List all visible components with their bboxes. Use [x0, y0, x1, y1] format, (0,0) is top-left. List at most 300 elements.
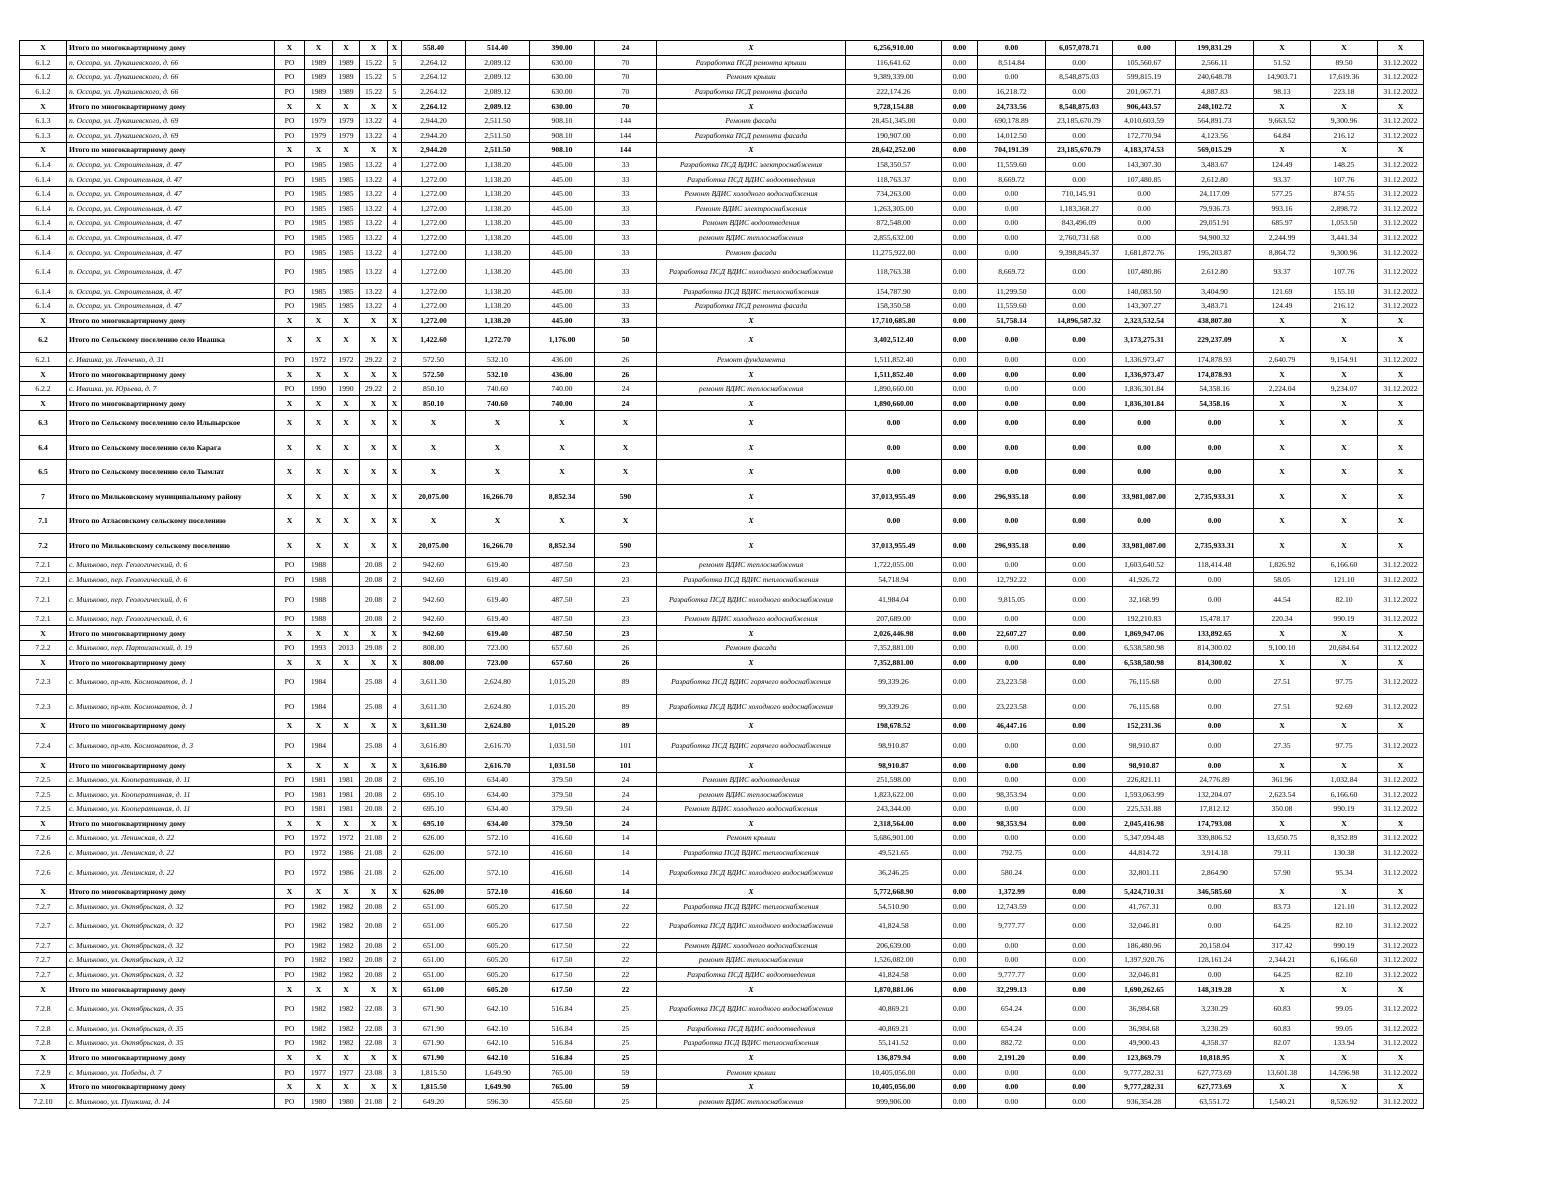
owner-funds-cell: 0.00: [1176, 719, 1254, 734]
residential-area-cell: 908.10: [530, 113, 595, 128]
total-cost-cell: 36,246.25: [846, 860, 942, 885]
owner-funds-cell: 3,483.71: [1176, 299, 1254, 314]
regional-funds-cell: 0.00: [978, 328, 1046, 353]
regional-funds-cell: 98,353.94: [978, 787, 1046, 802]
total-cost-cell: 9,389,339.00: [846, 70, 942, 85]
total-area-cell: 2,264.12: [402, 84, 466, 99]
owner-type-cell: РО: [275, 953, 305, 968]
unit-cost-cell: 220.34: [1254, 611, 1311, 626]
row-number: 7.2.4: [20, 733, 67, 758]
work-type-cell: Ремонт ВДИС водоотведения: [657, 216, 846, 231]
owner-funds-cell: 339,806.52: [1176, 831, 1254, 846]
owner-type-cell: X: [275, 533, 305, 558]
wear-percent-cell: X: [360, 626, 388, 641]
total-area-cell: 695.10: [402, 802, 466, 817]
total-cost-cell: 1,526,082.00: [846, 953, 942, 968]
federal-funds-cell: 0.00: [942, 352, 978, 367]
limit-cost-cell: 89.50: [1311, 55, 1378, 70]
address-cell: Итого по многоквартирному дому: [67, 719, 275, 734]
federal-funds-cell: 0.00: [942, 230, 978, 245]
total-area-cell: 626.00: [402, 831, 466, 846]
total-cost-cell: 190,907.00: [846, 128, 942, 143]
work-type-cell: ремонт ВДИС теплоснабжения: [657, 230, 846, 245]
work-type-cell: ремонт ВДИС теплоснабжения: [657, 558, 846, 573]
unit-cost-cell: 9,100.10: [1254, 640, 1311, 655]
wear-percent-cell: 13.22: [360, 201, 388, 216]
federal-funds-cell: 0.00: [942, 396, 978, 411]
deadline-cell: 31.12.2022: [1378, 352, 1424, 367]
row-number: 7.2.5: [20, 787, 67, 802]
unit-cost-cell: 1,540.21: [1254, 1094, 1311, 1109]
floors-cell: X: [388, 1079, 402, 1094]
floors-cell: 2: [388, 1094, 402, 1109]
address-cell: с. Мильково, пер. Геологический, д. 6: [67, 558, 275, 573]
reconstruction-year-cell: 1985: [333, 186, 360, 201]
total-area-cell: 695.10: [402, 787, 466, 802]
total-area-cell: 695.10: [402, 772, 466, 787]
work-type-cell: X: [657, 758, 846, 773]
living-area-cell: 2,624.80: [466, 694, 530, 719]
owner-funds-cell: 174,878.93: [1176, 352, 1254, 367]
fund-support-cell: 0.00: [1046, 719, 1113, 734]
work-type-cell: X: [657, 484, 846, 509]
fund-support-cell: 8,548,875.03: [1046, 99, 1113, 114]
work-type-cell: Ремонт ВДИС холодного водоснабжения: [657, 802, 846, 817]
fund-support-cell: 1,183,368.27: [1046, 201, 1113, 216]
regional-funds-cell: 580.24: [978, 860, 1046, 885]
reconstruction-year-cell: X: [333, 460, 360, 485]
unit-cost-cell: X: [1254, 143, 1311, 158]
unit-cost-cell: 64.25: [1254, 914, 1311, 939]
address-cell: с. Мильково, ул. Пушкина, д. 14: [67, 1094, 275, 1109]
build-year-cell: X: [305, 758, 333, 773]
wear-percent-cell: X: [360, 328, 388, 353]
regional-funds-cell: 0.00: [978, 772, 1046, 787]
fund-support-cell: 0.00: [1046, 884, 1113, 899]
total-area-cell: 626.00: [402, 884, 466, 899]
local-funds-cell: 0.00: [1113, 460, 1176, 485]
wear-percent-cell: 13.22: [360, 113, 388, 128]
owner-funds-cell: 15,478.17: [1176, 611, 1254, 626]
limit-cost-cell: 216.12: [1311, 128, 1378, 143]
unit-cost-cell: X: [1254, 484, 1311, 509]
reconstruction-year-cell: 1985: [333, 157, 360, 172]
residential-area-cell: 436.00: [530, 367, 595, 382]
address-cell: п. Оссора, ул. Лукашевского, д. 66: [67, 70, 275, 85]
row-number: 7.2.7: [20, 938, 67, 953]
owner-funds-cell: 627,773.69: [1176, 1079, 1254, 1094]
unit-cost-cell: X: [1254, 816, 1311, 831]
federal-funds-cell: 0.00: [942, 259, 978, 284]
residential-area-cell: 487.50: [530, 572, 595, 587]
build-year-cell: X: [305, 533, 333, 558]
reconstruction-year-cell: [333, 587, 360, 612]
owner-type-cell: X: [275, 41, 305, 56]
owner-funds-cell: 3,230.29: [1176, 996, 1254, 1021]
federal-funds-cell: 0.00: [942, 816, 978, 831]
residents-cell: 33: [595, 245, 657, 260]
floors-cell: 2: [388, 914, 402, 939]
address-cell: п. Оссора, ул. Строительная, д. 47: [67, 201, 275, 216]
floors-cell: 4: [388, 201, 402, 216]
federal-funds-cell: 0.00: [942, 1094, 978, 1109]
residential-area-cell: 487.50: [530, 587, 595, 612]
table-row: [20, 996, 1424, 1021]
fund-support-cell: 0.00: [1046, 55, 1113, 70]
reconstruction-year-cell: 1985: [333, 201, 360, 216]
local-funds-cell: 186,480.96: [1113, 938, 1176, 953]
total-cost-cell: 1,823,622.00: [846, 787, 942, 802]
address-cell: Итого по многоквартирному дому: [67, 396, 275, 411]
total-cost-cell: 158,350.57: [846, 157, 942, 172]
federal-funds-cell: 0.00: [942, 655, 978, 670]
living-area-cell: 16,266.70: [466, 533, 530, 558]
deadline-cell: X: [1378, 313, 1424, 328]
owner-funds-cell: 10,818.95: [1176, 1050, 1254, 1065]
work-type-cell: X: [657, 367, 846, 382]
row-number: 7.2.2: [20, 640, 67, 655]
living-area-cell: 1,138.20: [466, 230, 530, 245]
unit-cost-cell: X: [1254, 411, 1311, 436]
reconstruction-year-cell: X: [333, 328, 360, 353]
row-number: 6.2.1: [20, 352, 67, 367]
total-cost-cell: 0.00: [846, 509, 942, 534]
row-number: 6.1.4: [20, 259, 67, 284]
build-year-cell: X: [305, 328, 333, 353]
owner-type-cell: РО: [275, 694, 305, 719]
residents-cell: 33: [595, 299, 657, 314]
limit-cost-cell: X: [1311, 313, 1378, 328]
residents-cell: 144: [595, 128, 657, 143]
reconstruction-year-cell: X: [333, 41, 360, 56]
reconstruction-year-cell: 2013: [333, 640, 360, 655]
work-type-cell: Ремонт фасада: [657, 113, 846, 128]
limit-cost-cell: 121.10: [1311, 572, 1378, 587]
floors-cell: X: [388, 41, 402, 56]
residents-cell: 23: [595, 587, 657, 612]
local-funds-cell: 201,067.71: [1113, 84, 1176, 99]
residents-cell: 25: [595, 1036, 657, 1051]
total-cost-cell: 9,728,154.88: [846, 99, 942, 114]
residents-cell: 144: [595, 113, 657, 128]
row-number: 7.2.8: [20, 1021, 67, 1036]
address-cell: с. Мильково, пер. Геологический, д. 6: [67, 611, 275, 626]
owner-type-cell: РО: [275, 299, 305, 314]
floors-cell: 4: [388, 694, 402, 719]
federal-funds-cell: 0.00: [942, 831, 978, 846]
local-funds-cell: 9,777,282.31: [1113, 1079, 1176, 1094]
floors-cell: 2: [388, 572, 402, 587]
address-cell: Итого по многоквартирному дому: [67, 143, 275, 158]
floors-cell: X: [388, 143, 402, 158]
subtotal-row: [20, 143, 1424, 158]
build-year-cell: 1989: [305, 55, 333, 70]
fund-support-cell: 0.00: [1046, 460, 1113, 485]
residential-area-cell: 445.00: [530, 259, 595, 284]
local-funds-cell: 32,801.11: [1113, 860, 1176, 885]
unit-cost-cell: 1,826.92: [1254, 558, 1311, 573]
deadline-cell: 31.12.2022: [1378, 953, 1424, 968]
table-row: [20, 694, 1424, 719]
unit-cost-cell: 60.83: [1254, 996, 1311, 1021]
total-cost-cell: 251,598.00: [846, 772, 942, 787]
residential-area-cell: 630.00: [530, 70, 595, 85]
floors-cell: 2: [388, 899, 402, 914]
floors-cell: 4: [388, 172, 402, 187]
limit-cost-cell: X: [1311, 460, 1378, 485]
residents-cell: 590: [595, 484, 657, 509]
unit-cost-cell: X: [1254, 758, 1311, 773]
floors-cell: 4: [388, 245, 402, 260]
build-year-cell: 1982: [305, 899, 333, 914]
local-funds-cell: 0.00: [1113, 201, 1176, 216]
total-cost-cell: 2,318,564.00: [846, 816, 942, 831]
local-funds-cell: 2,323,532.54: [1113, 313, 1176, 328]
owner-type-cell: X: [275, 1079, 305, 1094]
owner-type-cell: X: [275, 143, 305, 158]
limit-cost-cell: X: [1311, 884, 1378, 899]
fund-support-cell: 0.00: [1046, 899, 1113, 914]
address-cell: п. Оссора, ул. Лукашевского, д. 66: [67, 55, 275, 70]
living-area-cell: 634.40: [466, 772, 530, 787]
deadline-cell: 31.12.2022: [1378, 1094, 1424, 1109]
local-funds-cell: 0.00: [1113, 230, 1176, 245]
total-cost-cell: 99,339.26: [846, 670, 942, 695]
address-cell: п. Оссора, ул. Строительная, д. 47: [67, 172, 275, 187]
owner-type-cell: РО: [275, 113, 305, 128]
owner-type-cell: РО: [275, 172, 305, 187]
residents-cell: 14: [595, 831, 657, 846]
table-row: [20, 587, 1424, 612]
work-type-cell: X: [657, 460, 846, 485]
row-number: 6.1.4: [20, 216, 67, 231]
floors-cell: 2: [388, 352, 402, 367]
fund-support-cell: 0.00: [1046, 938, 1113, 953]
residential-area-cell: 657.60: [530, 655, 595, 670]
residential-area-cell: 8,852.34: [530, 484, 595, 509]
fund-support-cell: 0.00: [1046, 533, 1113, 558]
wear-percent-cell: 20.08: [360, 953, 388, 968]
address-cell: Итого по Сельскому поселению село Тымлат: [67, 460, 275, 485]
build-year-cell: 1993: [305, 640, 333, 655]
address-cell: с. Мильково, ул. Октябрьская, д. 32: [67, 953, 275, 968]
unit-cost-cell: 93.37: [1254, 259, 1311, 284]
fund-support-cell: 0.00: [1046, 772, 1113, 787]
reconstruction-year-cell: [333, 558, 360, 573]
owner-funds-cell: 229,237.09: [1176, 328, 1254, 353]
local-funds-cell: 4,183,374.53: [1113, 143, 1176, 158]
local-funds-cell: 33,981,087.00: [1113, 484, 1176, 509]
residents-cell: X: [595, 411, 657, 436]
federal-funds-cell: 0.00: [942, 772, 978, 787]
address-cell: с. Ивашка, ул. Юрьева, д. 7: [67, 381, 275, 396]
wear-percent-cell: 13.22: [360, 172, 388, 187]
residential-area-cell: 657.60: [530, 640, 595, 655]
owner-funds-cell: 569,015.29: [1176, 143, 1254, 158]
residential-area-cell: 416.60: [530, 884, 595, 899]
build-year-cell: 1985: [305, 299, 333, 314]
owner-type-cell: X: [275, 328, 305, 353]
owner-funds-cell: 24,776.89: [1176, 772, 1254, 787]
living-area-cell: 514.40: [466, 41, 530, 56]
total-area-cell: 2,264.12: [402, 55, 466, 70]
total-area-cell: 808.00: [402, 655, 466, 670]
row-number: 7.2.6: [20, 831, 67, 846]
owner-type-cell: X: [275, 816, 305, 831]
reconstruction-year-cell: X: [333, 758, 360, 773]
floors-cell: X: [388, 509, 402, 534]
reconstruction-year-cell: 1989: [333, 70, 360, 85]
address-cell: с. Мильково, ул. Кооперативная, д. 11: [67, 787, 275, 802]
federal-funds-cell: 0.00: [942, 996, 978, 1021]
local-funds-cell: 192,210.83: [1113, 611, 1176, 626]
federal-funds-cell: 0.00: [942, 84, 978, 99]
reconstruction-year-cell: 1989: [333, 84, 360, 99]
address-cell: с. Мильково, ул. Ленинская, д. 22: [67, 831, 275, 846]
living-area-cell: 605.20: [466, 899, 530, 914]
owner-type-cell: РО: [275, 787, 305, 802]
unit-cost-cell: 13,650.75: [1254, 831, 1311, 846]
total-area-cell: 1,815.50: [402, 1065, 466, 1080]
total-cost-cell: 37,013,955.49: [846, 533, 942, 558]
deadline-cell: X: [1378, 816, 1424, 831]
row-number: 7.2.3: [20, 670, 67, 695]
owner-funds-cell: 148,319.28: [1176, 982, 1254, 997]
floors-cell: X: [388, 99, 402, 114]
floors-cell: 2: [388, 860, 402, 885]
residential-area-cell: 617.50: [530, 914, 595, 939]
wear-percent-cell: 21.08: [360, 845, 388, 860]
total-area-cell: 808.00: [402, 640, 466, 655]
work-type-cell: Ремонт ВДИС электроснабжения: [657, 201, 846, 216]
living-area-cell: 1,649.90: [466, 1079, 530, 1094]
fund-support-cell: 0.00: [1046, 802, 1113, 817]
row-number: X: [20, 367, 67, 382]
residential-area-cell: 1,015.20: [530, 719, 595, 734]
owner-funds-cell: 199,831.29: [1176, 41, 1254, 56]
wear-percent-cell: 25.08: [360, 733, 388, 758]
table-row: [20, 802, 1424, 817]
residents-cell: X: [595, 460, 657, 485]
table-row: [20, 558, 1424, 573]
row-number: 6.2.2: [20, 381, 67, 396]
regional-funds-cell: 704,191.39: [978, 143, 1046, 158]
living-area-cell: 596.30: [466, 1094, 530, 1109]
residential-area-cell: 617.50: [530, 982, 595, 997]
residential-area-cell: 617.50: [530, 938, 595, 953]
reconstruction-year-cell: 1979: [333, 113, 360, 128]
floors-cell: 2: [388, 558, 402, 573]
floors-cell: 4: [388, 259, 402, 284]
residents-cell: 59: [595, 1079, 657, 1094]
build-year-cell: 1984: [305, 694, 333, 719]
local-funds-cell: 152,231.36: [1113, 719, 1176, 734]
owner-funds-cell: 174,793.08: [1176, 816, 1254, 831]
total-cost-cell: 40,869.21: [846, 1021, 942, 1036]
limit-cost-cell: 3,441.34: [1311, 230, 1378, 245]
regional-funds-cell: 0.00: [978, 831, 1046, 846]
row-number: 7.2.1: [20, 611, 67, 626]
floors-cell: X: [388, 816, 402, 831]
owner-funds-cell: 240,648.78: [1176, 70, 1254, 85]
local-funds-cell: 33,981,087.00: [1113, 533, 1176, 558]
reconstruction-year-cell: X: [333, 396, 360, 411]
local-funds-cell: 0.00: [1113, 216, 1176, 231]
fund-support-cell: 0.00: [1046, 694, 1113, 719]
wear-percent-cell: X: [360, 1050, 388, 1065]
limit-cost-cell: X: [1311, 1079, 1378, 1094]
limit-cost-cell: 2,898.72: [1311, 201, 1378, 216]
address-cell: с. Мильково, ул. Октябрьская, д. 32: [67, 899, 275, 914]
regional-funds-cell: 296,935.18: [978, 533, 1046, 558]
residential-area-cell: 740.00: [530, 396, 595, 411]
table-row: [20, 640, 1424, 655]
row-number: 7.2.5: [20, 802, 67, 817]
address-cell: с. Мильково, ул. Победы, д. 7: [67, 1065, 275, 1080]
build-year-cell: 1990: [305, 381, 333, 396]
floors-cell: 2: [388, 953, 402, 968]
total-area-cell: 649.20: [402, 1094, 466, 1109]
unit-cost-cell: X: [1254, 1050, 1311, 1065]
wear-percent-cell: 29.22: [360, 352, 388, 367]
table-row: [20, 914, 1424, 939]
federal-funds-cell: 0.00: [942, 982, 978, 997]
residents-cell: 33: [595, 157, 657, 172]
total-area-cell: 1,272.00: [402, 216, 466, 231]
row-number: X: [20, 719, 67, 734]
row-number: 6.1.4: [20, 284, 67, 299]
residents-cell: 23: [595, 572, 657, 587]
living-area-cell: 1,138.20: [466, 172, 530, 187]
living-area-cell: 642.10: [466, 1050, 530, 1065]
work-type-cell: Ремонт фасада: [657, 640, 846, 655]
federal-funds-cell: 0.00: [942, 99, 978, 114]
reconstruction-year-cell: X: [333, 313, 360, 328]
total-area-cell: 671.90: [402, 1036, 466, 1051]
owner-funds-cell: 248,102.72: [1176, 99, 1254, 114]
unit-cost-cell: 14,903.71: [1254, 70, 1311, 85]
build-year-cell: 1972: [305, 845, 333, 860]
reconstruction-year-cell: 1981: [333, 787, 360, 802]
total-cost-cell: 2,026,446.98: [846, 626, 942, 641]
total-area-cell: 1,272.00: [402, 299, 466, 314]
floors-cell: 2: [388, 381, 402, 396]
row-number: X: [20, 41, 67, 56]
table-row: [20, 284, 1424, 299]
federal-funds-cell: 0.00: [942, 611, 978, 626]
owner-type-cell: X: [275, 719, 305, 734]
floors-cell: 2: [388, 938, 402, 953]
total-cost-cell: 0.00: [846, 435, 942, 460]
fund-support-cell: 0.00: [1046, 411, 1113, 436]
unit-cost-cell: 64.25: [1254, 967, 1311, 982]
local-funds-cell: 1,603,640.52: [1113, 558, 1176, 573]
wear-percent-cell: X: [360, 655, 388, 670]
owner-funds-cell: 3,230.29: [1176, 1021, 1254, 1036]
deadline-cell: 31.12.2022: [1378, 640, 1424, 655]
address-cell: Итого по Сельскому поселению село Ильпырское: [67, 411, 275, 436]
regional-funds-cell: 9,777.77: [978, 914, 1046, 939]
owner-type-cell: X: [275, 655, 305, 670]
limit-cost-cell: 155.10: [1311, 284, 1378, 299]
total-cost-cell: 0.00: [846, 411, 942, 436]
work-type-cell: Разработка ПСД ВДИС теплоснабжения: [657, 845, 846, 860]
reconstruction-year-cell: 1982: [333, 914, 360, 939]
owner-funds-cell: 2,566.11: [1176, 55, 1254, 70]
regional-funds-cell: 0.00: [978, 245, 1046, 260]
unit-cost-cell: 577.25: [1254, 186, 1311, 201]
total-area-cell: 1,815.50: [402, 1079, 466, 1094]
